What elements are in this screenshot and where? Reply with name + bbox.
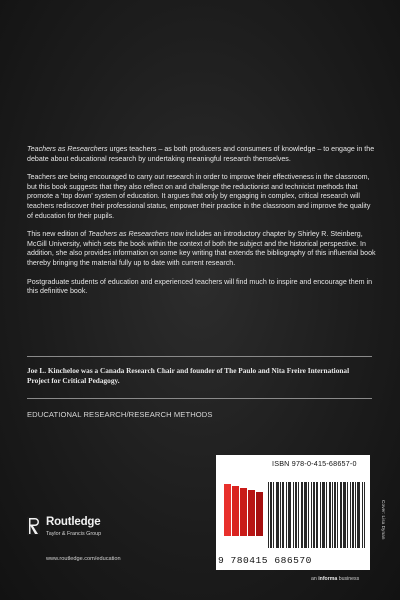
barcode-bar (335, 482, 336, 548)
blurb-paragraph-2: Teachers are being encouraged to carry out research in order to improve their effectiveness in the classroom, but this book suggests that they also reflect on and challenge the reductionist and technicist methods that promote a ‘top down’ system of education. It argues that only by engaging in complex, critical research will teachers rediscover their professional status, empower their practice in the classroom and improve the quality of education for their pupils. (27, 173, 371, 220)
barcode-bar (323, 482, 324, 548)
informa-business (311, 576, 359, 582)
barcode-bar (340, 482, 341, 548)
subject-category: EDUCATIONAL RESEARCH/RESEARCH METHODS (27, 410, 213, 419)
barcode-bar (305, 482, 306, 548)
barcode-bar (352, 482, 353, 548)
barcode-bar (280, 482, 281, 548)
barcode-bar (276, 482, 277, 548)
barcode-bar (324, 482, 325, 548)
barcode-bar (288, 482, 289, 548)
barcode-bar (290, 482, 291, 548)
ean-number: 9 780415 686570 (218, 555, 312, 566)
barcode (218, 480, 368, 552)
informa-prefix: an (311, 576, 319, 582)
informa-suffix: business (337, 576, 360, 582)
barcode-bar (345, 482, 346, 548)
barcode-bar (341, 482, 342, 548)
blurb-paragraph-1-text: urges teachers – as both producers and consumers of knowledge – to engage in the debate about educational research by undertaking meaningful research themselves. (27, 145, 375, 163)
barcode-bar (313, 482, 314, 548)
publisher-name: Routledge (46, 516, 101, 528)
cover-credit: Cover: Lisa Dynan (380, 500, 385, 540)
barcode-bar (362, 482, 363, 548)
barcode-bar (293, 482, 294, 548)
barcode-bar (270, 482, 271, 548)
blurb (27, 145, 377, 306)
barcode-bar (330, 482, 331, 548)
barcode-bar (289, 482, 290, 548)
barcode-bar (282, 482, 283, 548)
author-bio: Joe L. Kincheloe was a Canada Research Chair and founder of The Paulo and Nita Freire International Project for Critical Pedagogy. (27, 366, 350, 385)
barcode-bar (301, 482, 302, 548)
barcode-bar (277, 482, 278, 548)
barcode-bar (322, 482, 323, 548)
barcode-bar (314, 482, 315, 548)
barcode-bar (320, 482, 321, 548)
blurb-paragraph-3-text: now includes an introductory chapter by Shirley R. Steinberg, McGill University, which sets the book within the context of both the subject and the historical perspective. In addition, she also provides information on some key writing that extends the bibliography of this influential book thereby bringing the material fully up to date with current research. (27, 230, 376, 267)
publisher-website[interactable]: www.routledge.com/education (46, 556, 121, 562)
barcode-bar (344, 482, 345, 548)
barcode-bar (298, 482, 299, 548)
barcode-bar (359, 482, 360, 548)
barcode-bar (278, 482, 279, 548)
barcode-bar (273, 482, 274, 548)
publisher-group: Taylor & Francis Group (46, 531, 102, 537)
barcode-stripe (224, 484, 231, 536)
isbn: ISBN 978-0-415-68657-0 (272, 459, 357, 468)
barcode-bar (311, 482, 312, 548)
barcode-bar (268, 482, 269, 548)
barcode-bar (286, 482, 287, 548)
barcode-bar (329, 482, 330, 548)
barcode-bar (353, 482, 354, 548)
barcode-bar (337, 482, 338, 548)
barcode-bars (268, 482, 365, 548)
blurb-paragraph-4: Postgraduate students of education and experienced teachers will find much to inspire and encourage them in this definitive book. (27, 277, 373, 296)
informa-brand: informa (318, 576, 338, 582)
barcode-bar (350, 482, 351, 548)
barcode-bar (302, 482, 303, 548)
barcode-stripe (256, 492, 263, 536)
barcode-bar (304, 482, 305, 548)
barcode-bar (334, 482, 335, 548)
blurb-paragraph-3-start: This new edition of (27, 230, 89, 239)
divider-top (27, 356, 372, 357)
barcode-bar (326, 482, 327, 548)
barcode-red-stripes (224, 484, 263, 536)
barcode-bar (316, 482, 317, 548)
barcode-bar (317, 482, 318, 548)
barcode-bar (308, 482, 309, 548)
barcode-bar (306, 482, 307, 548)
barcode-bar (347, 482, 348, 548)
barcode-stripe (232, 486, 239, 536)
blurb-paragraph-3 (27, 230, 377, 268)
divider-bottom (27, 398, 372, 399)
barcode-stripe (248, 490, 255, 536)
barcode-bar (332, 482, 333, 548)
barcode-stripe (240, 488, 247, 536)
barcode-bar (357, 482, 358, 548)
barcode-bar (271, 482, 272, 548)
blurb-paragraph-1 (27, 145, 377, 164)
barcode-bar (283, 482, 284, 548)
routledge-logo-icon (27, 517, 40, 535)
barcode-bar (358, 482, 359, 548)
barcode-bar (295, 482, 296, 548)
barcode-bar (343, 482, 344, 548)
book-title-inline: Teachers as Researchers (27, 145, 108, 153)
barcode-bar (355, 482, 356, 548)
barcode-bar (364, 482, 365, 548)
book-title-inline: Teachers as Researchers (88, 230, 169, 239)
barcode-bar (296, 482, 297, 548)
